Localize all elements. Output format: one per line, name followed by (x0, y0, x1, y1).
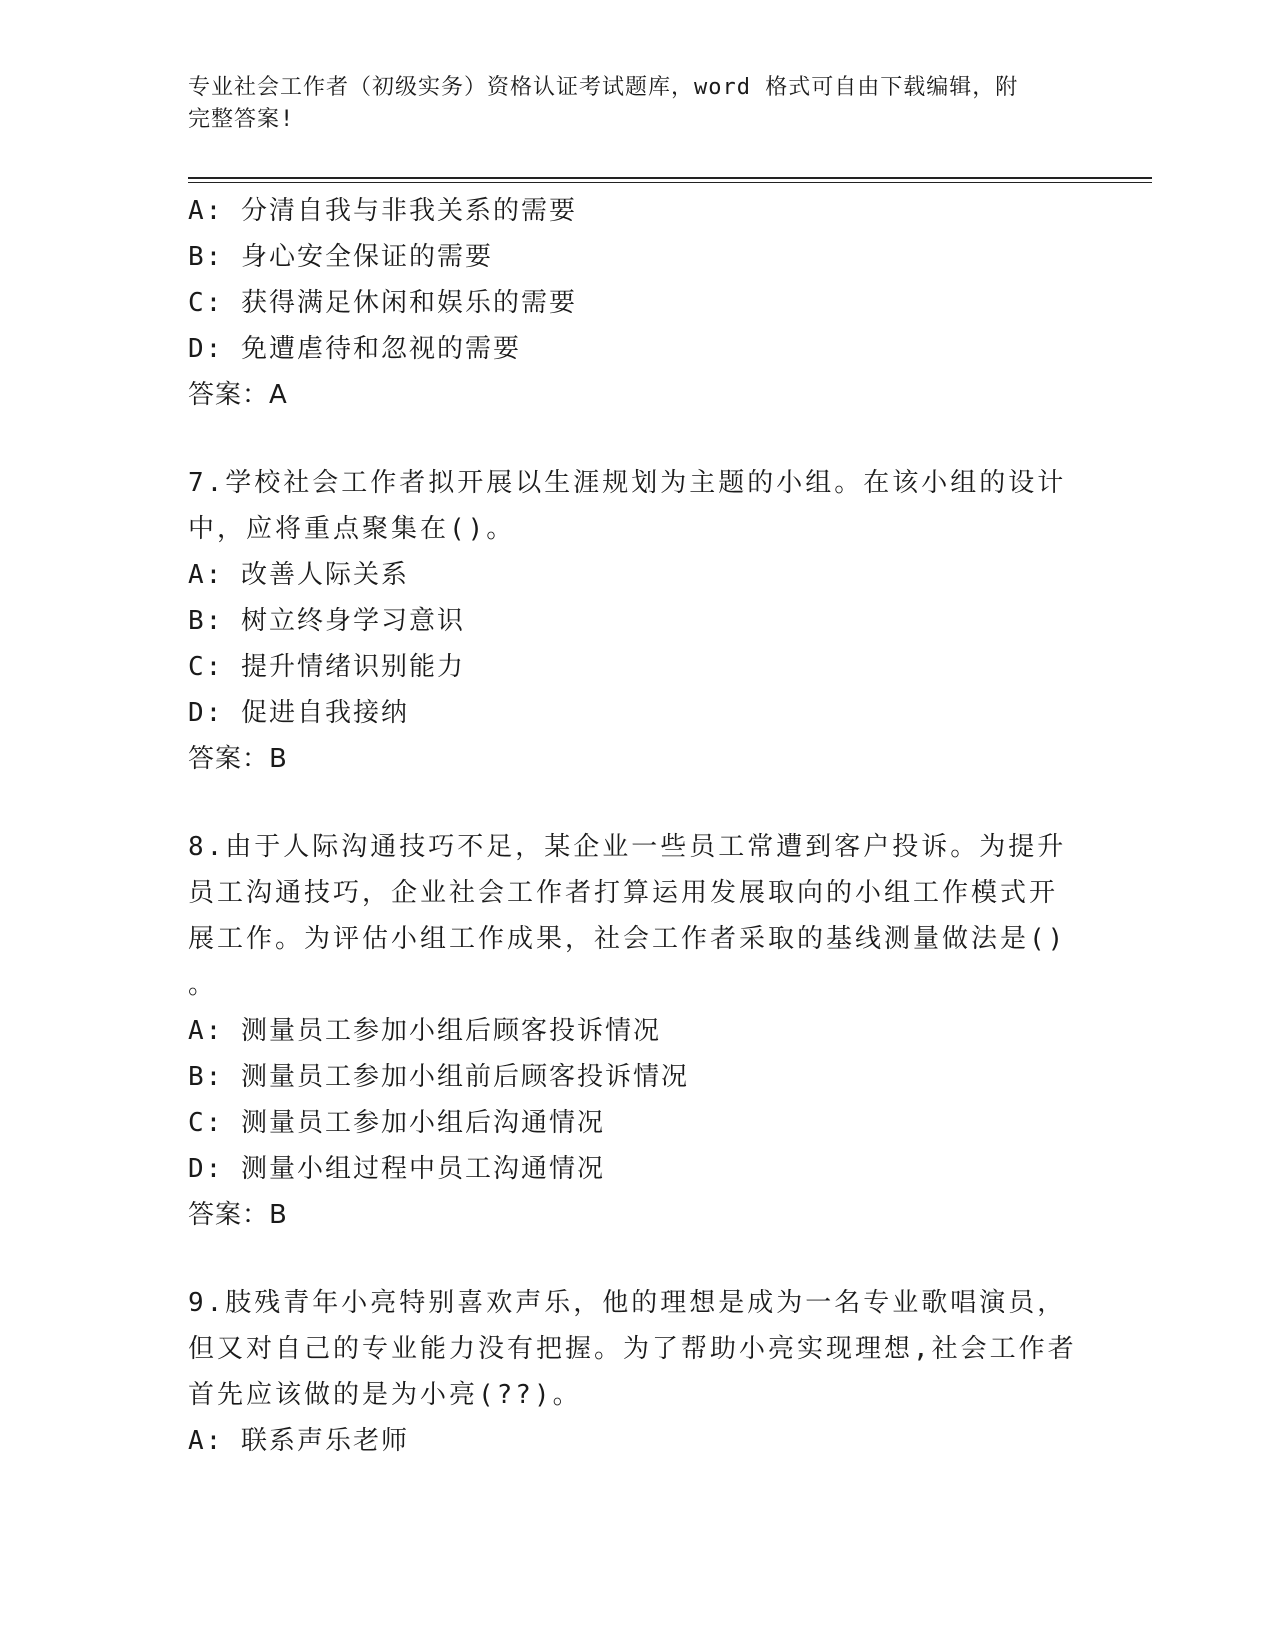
answer-line: 答案：B (188, 1200, 288, 1230)
option-d: D: 促进自我接纳 (188, 698, 409, 728)
spacer (188, 1238, 1088, 1280)
option-a: A: 测量员工参加小组后顾客投诉情况 (188, 1016, 661, 1046)
option-d: D: 免遭虐待和忽视的需要 (188, 334, 521, 364)
question-7-block (188, 460, 1088, 782)
option-d: D: 测量小组过程中员工沟通情况 (188, 1154, 605, 1184)
document-header: 专业社会工作者（初级实务）资格认证考试题库，word 格式可自由下载编辑，附 完整答案! (188, 75, 1019, 132)
option-c: C: 获得满足休闲和娱乐的需要 (188, 288, 577, 318)
option-c: C: 测量员工参加小组后沟通情况 (188, 1108, 605, 1138)
question-stem: 8.由于人际沟通技巧不足，某企业一些员工常遭到客户投诉。为提升 员工沟通技巧，企业社会工作者打算运用发展取向的小组工作模式开 展工作。为评估小组工作成果，社会工作者采取的基线测量做法是() 。 (188, 832, 1067, 1000)
option-b: B: 测量员工参加小组前后顾客投诉情况 (188, 1062, 689, 1092)
question-stem: 9.肢残青年小亮特别喜欢声乐，他的理想是成为一名专业歌唱演员， 但又对自己的专业能力没有把握。为了帮助小亮实现理想,社会工作者 首先应该做的是为小亮(??)。 (188, 1288, 1077, 1410)
option-b: B: 树立终身学习意识 (188, 606, 465, 636)
question-6-block (188, 188, 1088, 418)
option-a: A: 联系声乐老师 (188, 1426, 409, 1456)
header-rule-thick (188, 177, 1152, 179)
option-a: A: 改善人际关系 (188, 560, 409, 590)
option-c: C: 提升情绪识别能力 (188, 652, 465, 682)
header-rule-thin (188, 182, 1152, 183)
option-a: A: 分清自我与非我关系的需要 (188, 196, 577, 226)
question-9-block (188, 1280, 1088, 1464)
answer-line: 答案：B (188, 744, 288, 774)
option-b: B: 身心安全保证的需要 (188, 242, 493, 272)
question-stem: 7.学校社会工作者拟开展以生涯规划为主题的小组。在该小组的设计 中，应将重点聚集在()。 (188, 468, 1067, 544)
answer-line: 答案：A (188, 380, 288, 410)
spacer (188, 782, 1088, 824)
question-content (188, 188, 1088, 1464)
question-8-block (188, 824, 1088, 1238)
spacer (188, 418, 1088, 460)
